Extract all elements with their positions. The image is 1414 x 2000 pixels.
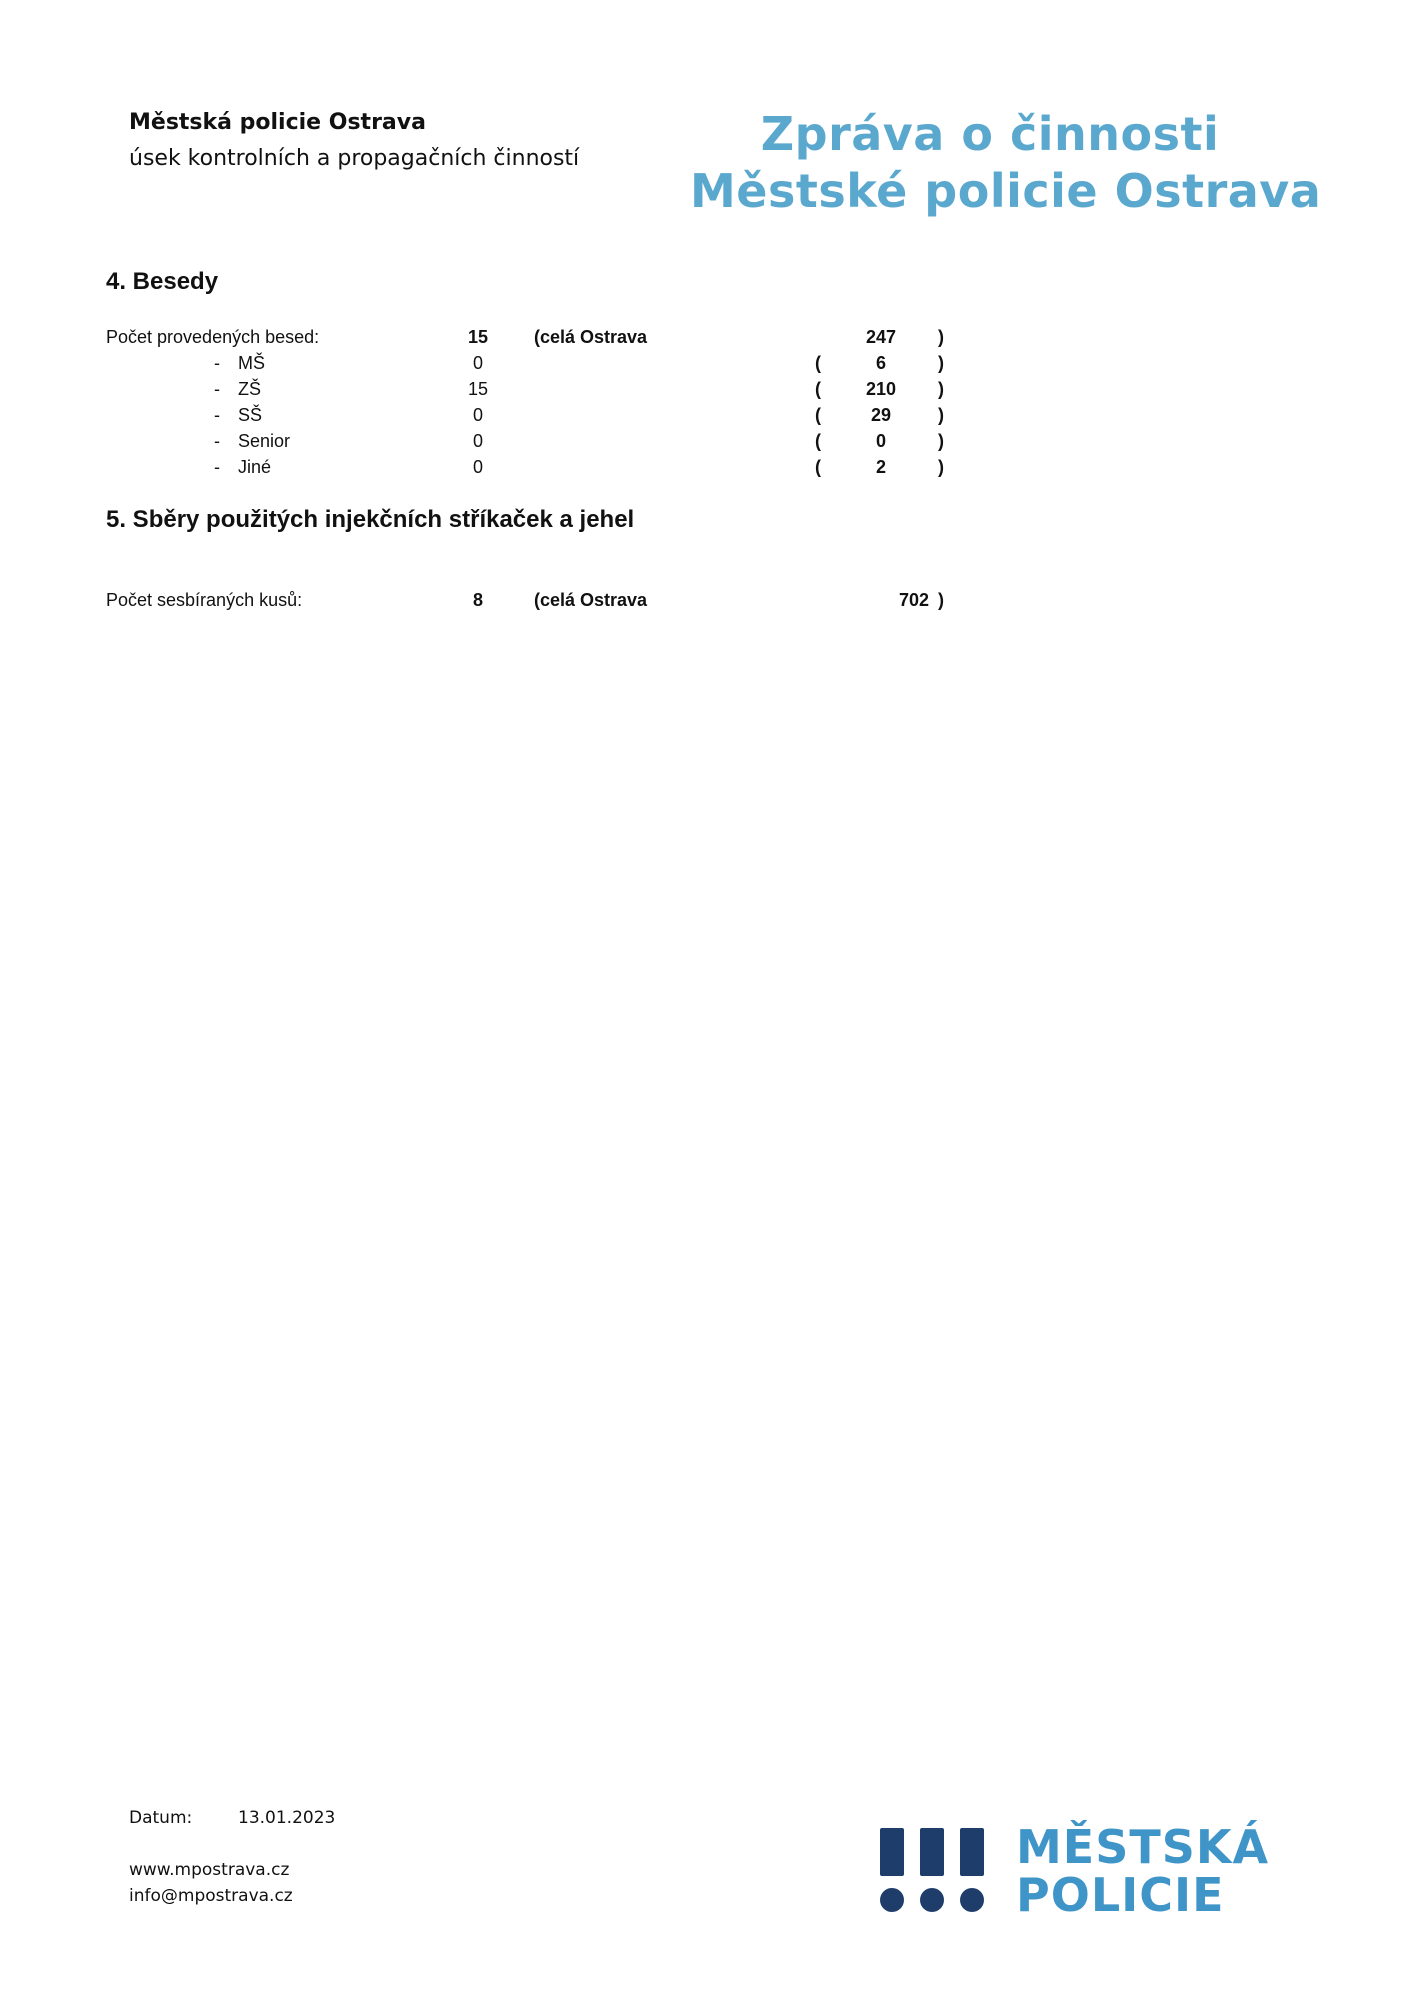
sbery-total-value: 8 (472, 590, 483, 610)
besedy-item-city-value: 210 (865, 379, 897, 399)
sbery-total-label: Počet sesbíraných kusů: (106, 590, 303, 610)
list-dash: - (214, 405, 220, 425)
besedy-item-value: 0 (472, 431, 483, 451)
besedy-item-label: Jiné (238, 457, 272, 477)
report-title-line-2: Městské policie Ostrava (690, 164, 1322, 218)
section-heading-sbery: 5. Sběry použitých injekčních stříkaček a jehel (106, 506, 635, 533)
list-dash: - (214, 457, 220, 477)
logo-text-line-1: MĚSTSKÁ (1016, 1820, 1270, 1874)
mestska-policie-logo (876, 1822, 1296, 1922)
besedy-item-label: Senior (238, 431, 291, 451)
besedy-item-city-value: 29 (870, 405, 892, 425)
report-title-line-1: Zpráva o činnosti (760, 107, 1220, 161)
open-paren: ( (815, 431, 821, 451)
besedy-city-label: (celá Ostrava (534, 327, 648, 347)
besedy-item-city-value: 6 (875, 353, 886, 373)
close-paren: ) (938, 327, 944, 347)
open-paren: ( (815, 405, 821, 425)
close-paren: ) (938, 405, 944, 425)
besedy-item-value: 0 (472, 457, 483, 477)
close-paren: ) (938, 379, 944, 399)
besedy-city-total: 247 (865, 327, 897, 347)
list-dash: - (214, 353, 220, 373)
open-paren: ( (815, 353, 821, 373)
sbery-city-label: (celá Ostrava (534, 590, 648, 610)
besedy-item-city-value: 2 (875, 457, 886, 477)
open-paren: ( (815, 457, 821, 477)
organization-name: Městská policie Ostrava (129, 110, 426, 135)
email-link[interactable]: info@mpostrava.cz (129, 1886, 293, 1906)
besedy-item-city-value: 0 (875, 431, 886, 451)
close-paren: ) (938, 590, 944, 610)
section-heading-besedy: 4. Besedy (106, 268, 219, 295)
besedy-total-label: Počet provedených besed: (106, 327, 320, 347)
date-value: 13.01.2023 (238, 1808, 336, 1828)
close-paren: ) (938, 353, 944, 373)
besedy-item-label: SŠ (238, 405, 263, 425)
besedy-item-value: 0 (472, 405, 483, 425)
besedy-item-value: 15 (467, 379, 489, 399)
close-paren: ) (938, 431, 944, 451)
logo-text-line-2: POLICIE (1016, 1868, 1225, 1922)
organization-unit: úsek kontrolních a propagačních činností (129, 146, 580, 171)
close-paren: ) (938, 457, 944, 477)
besedy-item-value: 0 (472, 353, 483, 373)
besedy-item-label: MŠ (238, 353, 265, 373)
list-dash: - (214, 431, 220, 451)
date-label: Datum: (129, 1808, 193, 1828)
list-dash: - (214, 379, 220, 399)
sbery-city-total: 702 (898, 590, 930, 610)
besedy-item-label: ZŠ (238, 379, 262, 399)
besedy-total-value: 15 (467, 327, 489, 347)
website-link[interactable]: www.mpostrava.cz (129, 1860, 290, 1880)
open-paren: ( (815, 379, 821, 399)
